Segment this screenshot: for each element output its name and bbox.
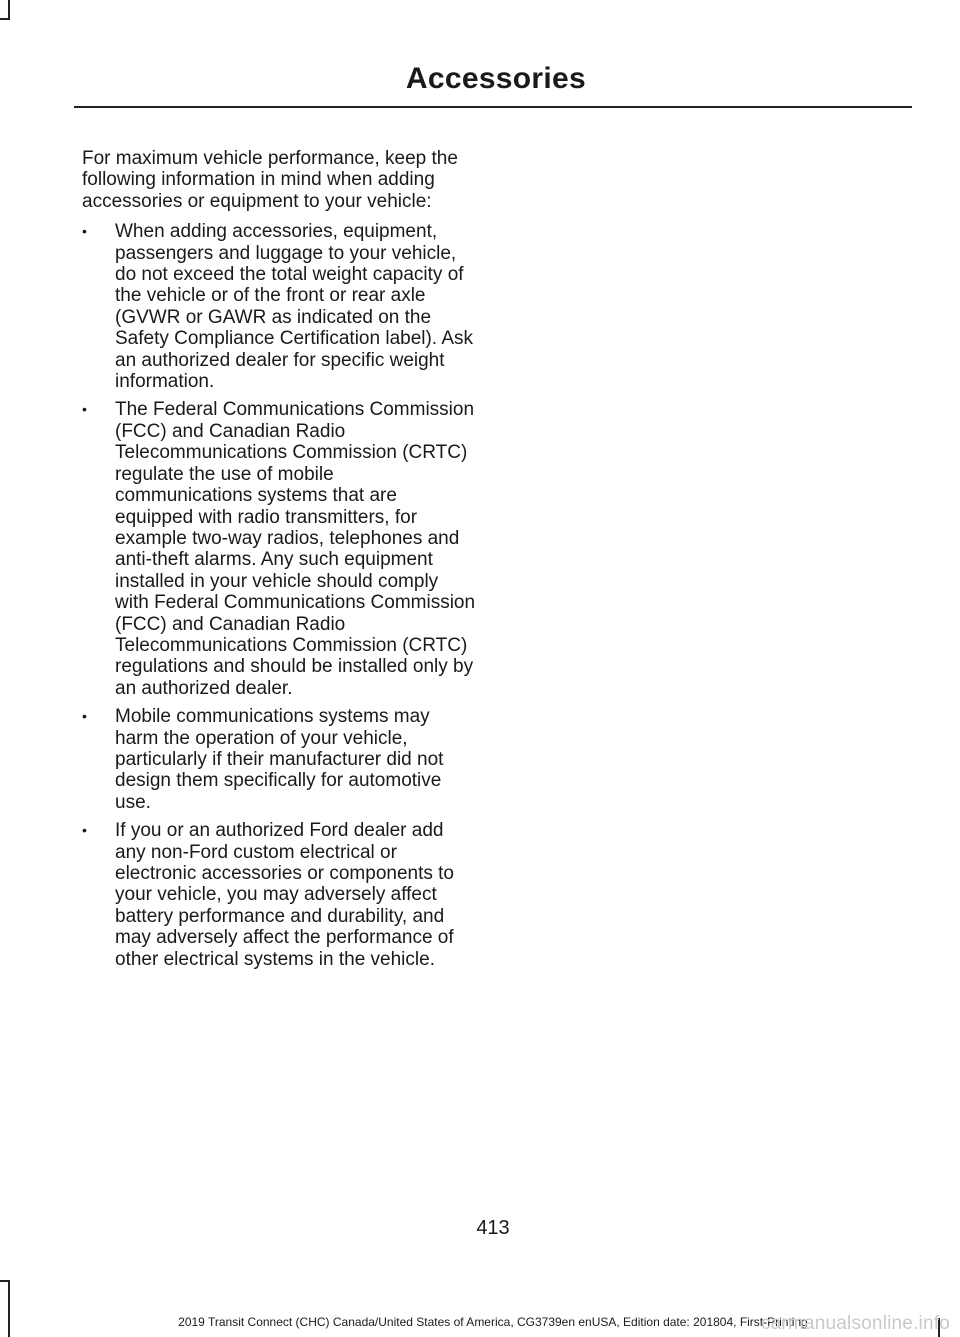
watermark-link[interactable]: carmanualsonline.info bbox=[760, 1313, 950, 1334]
crop-mark-bottom-left-horizontal bbox=[0, 1280, 10, 1282]
list-item bbox=[82, 221, 476, 392]
list-item bbox=[82, 399, 476, 699]
edition-footer: 2019 Transit Connect (CHC) Canada/United States of America, CG3739en enUSA, Edition date: 201804, First-Printing bbox=[178, 1315, 808, 1329]
crop-mark-top-left-horizontal bbox=[0, 18, 10, 20]
page-title: Accessories bbox=[405, 62, 586, 95]
list-item bbox=[82, 820, 476, 970]
list-item bbox=[82, 706, 476, 813]
bullet-icon: • bbox=[82, 401, 87, 418]
accessory-guidelines-list bbox=[82, 221, 476, 970]
header-divider bbox=[74, 106, 912, 108]
bullet-icon: • bbox=[82, 223, 87, 240]
page-content bbox=[82, 148, 476, 977]
bullet-icon: • bbox=[82, 822, 87, 839]
page-number: 413 bbox=[476, 1217, 510, 1239]
intro-paragraph: For maximum vehicle performance, keep the following information in mind when adding accessories or equipment to your vehicle: bbox=[82, 148, 458, 212]
bullet-icon: • bbox=[82, 708, 87, 725]
list-item-text: When adding accessories, equipment, passengers and luggage to your vehicle, do not exceed the total weight capacity of the vehicle or of the front or rear axle (GVWR or GAWR as indicated on the Safety Compliance Certification label). Ask an authorized dealer for specific weight information. bbox=[115, 221, 473, 393]
page-header bbox=[74, 58, 912, 108]
list-item-text: If you or an authorized Ford dealer add any non-Ford custom electrical or electronic accessories or components to your vehicle, you may adversely affect battery performance and durability, and may adversely affect the performance of other electrical systems in the vehicle. bbox=[115, 820, 454, 970]
list-item-text: The Federal Communications Commission (FCC) and Canadian Radio Telecommunications Commission (CRTC) regulate the use of mobile communications systems that are equipped with radio transmitters, for example two-way radios, telephones and anti-theft alarms. Any such equipment installed in your vehicle should comply with Federal Communications Commission (FCC) and Canadian Radio Telecommunications Commission (CRTC) regulations and should be installed only by an authorized dealer. bbox=[115, 399, 476, 699]
list-item-text: Mobile communications systems may harm the operation of your vehicle, particularly if their manufacturer did not design them specifically for automotive use. bbox=[115, 706, 444, 813]
crop-mark-top-left-vertical bbox=[8, 0, 10, 20]
